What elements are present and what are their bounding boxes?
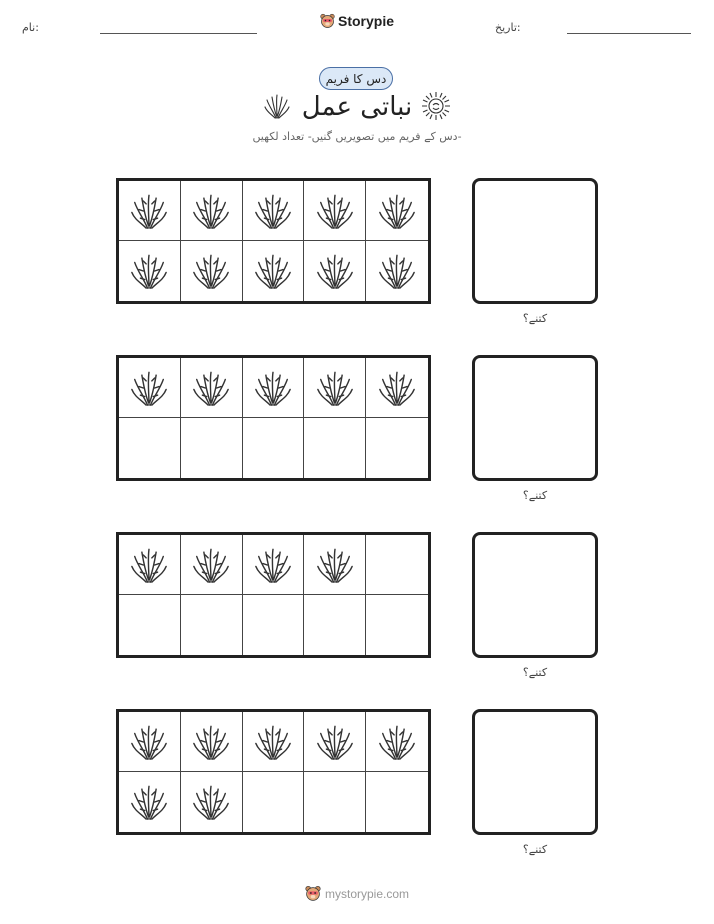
answer-box[interactable] — [472, 355, 598, 481]
seaweed-icon — [191, 368, 231, 408]
sun-icon — [421, 91, 451, 121]
frame-cell — [304, 712, 366, 772]
seaweed-icon — [253, 545, 293, 585]
seaweed-icon — [315, 251, 355, 291]
frame-cell — [119, 358, 181, 418]
frame-cell — [366, 358, 428, 418]
seaweed-icon — [129, 191, 169, 231]
frame-cell — [366, 418, 428, 478]
seaweed-icon — [129, 368, 169, 408]
frame-cell — [243, 535, 305, 595]
frame-cell — [181, 241, 243, 301]
frame-cell — [181, 595, 243, 655]
frame-cell — [181, 772, 243, 832]
how-many-label: کتنے؟ — [522, 312, 548, 325]
frame-cell — [181, 712, 243, 772]
ten-frame — [116, 709, 431, 835]
seaweed-icon — [191, 722, 231, 762]
frame-cell — [181, 358, 243, 418]
frame-cell — [366, 712, 428, 772]
seaweed-icon — [315, 722, 355, 762]
seaweed-icon — [377, 191, 417, 231]
seaweed-icon — [129, 782, 169, 822]
frame-cell — [304, 418, 366, 478]
frame-cell — [119, 181, 181, 241]
worksheet-title: نباتی عمل — [301, 92, 413, 122]
answer-box[interactable] — [472, 709, 598, 835]
seaweed-icon — [377, 368, 417, 408]
frame-cell — [119, 595, 181, 655]
name-line[interactable] — [100, 33, 257, 34]
frame-cell — [243, 772, 305, 832]
frame-cell — [304, 535, 366, 595]
frame-cell — [304, 358, 366, 418]
frame-cell — [119, 418, 181, 478]
bear-logo-icon — [320, 13, 335, 29]
answer-box[interactable] — [472, 178, 598, 304]
seaweed-icon — [315, 545, 355, 585]
date-line[interactable] — [567, 33, 691, 34]
brand-logo — [0, 13, 714, 29]
footer — [0, 885, 714, 902]
frame-cell — [243, 712, 305, 772]
seaweed-icon — [191, 251, 231, 291]
how-many-label: کتنے؟ — [522, 666, 548, 679]
frame-cell — [181, 418, 243, 478]
worksheet-type-badge: دس کا فریم — [319, 67, 393, 90]
seaweed-icon — [315, 368, 355, 408]
ten-frame — [116, 355, 431, 481]
seaweed-icon — [377, 722, 417, 762]
seaweed-icon — [253, 251, 293, 291]
frame-cell — [366, 241, 428, 301]
answer-box[interactable] — [472, 532, 598, 658]
frame-cell — [243, 241, 305, 301]
frame-cell — [119, 535, 181, 595]
ten-frame — [116, 178, 431, 304]
frame-cell — [304, 241, 366, 301]
name-label: نام: — [22, 21, 39, 34]
frame-cell — [119, 241, 181, 301]
how-many-label: کتنے؟ — [522, 489, 548, 502]
frame-cell — [243, 595, 305, 655]
frame-cell — [243, 181, 305, 241]
frame-cell — [366, 181, 428, 241]
date-label: تاریخ: — [495, 21, 521, 34]
frame-cell — [181, 535, 243, 595]
seaweed-icon — [253, 722, 293, 762]
how-many-label: کتنے؟ — [522, 843, 548, 856]
seaweed-icon — [253, 368, 293, 408]
frame-cell — [243, 418, 305, 478]
frame-cell — [366, 535, 428, 595]
seaweed-icon — [129, 545, 169, 585]
frame-cell — [304, 772, 366, 832]
frame-cell — [366, 595, 428, 655]
seaweed-icon — [253, 191, 293, 231]
frame-cell — [119, 712, 181, 772]
frame-cell — [366, 772, 428, 832]
bear-logo-icon — [305, 885, 321, 902]
ten-frame — [116, 532, 431, 658]
seaweed-icon — [191, 191, 231, 231]
frame-cell — [304, 595, 366, 655]
seaweed-icon — [129, 251, 169, 291]
frame-cell — [243, 358, 305, 418]
frame-cell — [119, 772, 181, 832]
instructions: دس کے فریم میں تصویریں گنیں- تعداد لکھیں- — [252, 130, 462, 143]
seaweed-icon — [129, 722, 169, 762]
frame-cell — [181, 181, 243, 241]
frame-cell — [304, 181, 366, 241]
brand-name: Storypie — [337, 13, 394, 29]
footer-url: mystorypie.com — [324, 886, 410, 901]
seaweed-icon — [191, 782, 231, 822]
seaweed-icon — [377, 251, 417, 291]
seaweed-icon — [191, 545, 231, 585]
seaweed-icon — [315, 191, 355, 231]
